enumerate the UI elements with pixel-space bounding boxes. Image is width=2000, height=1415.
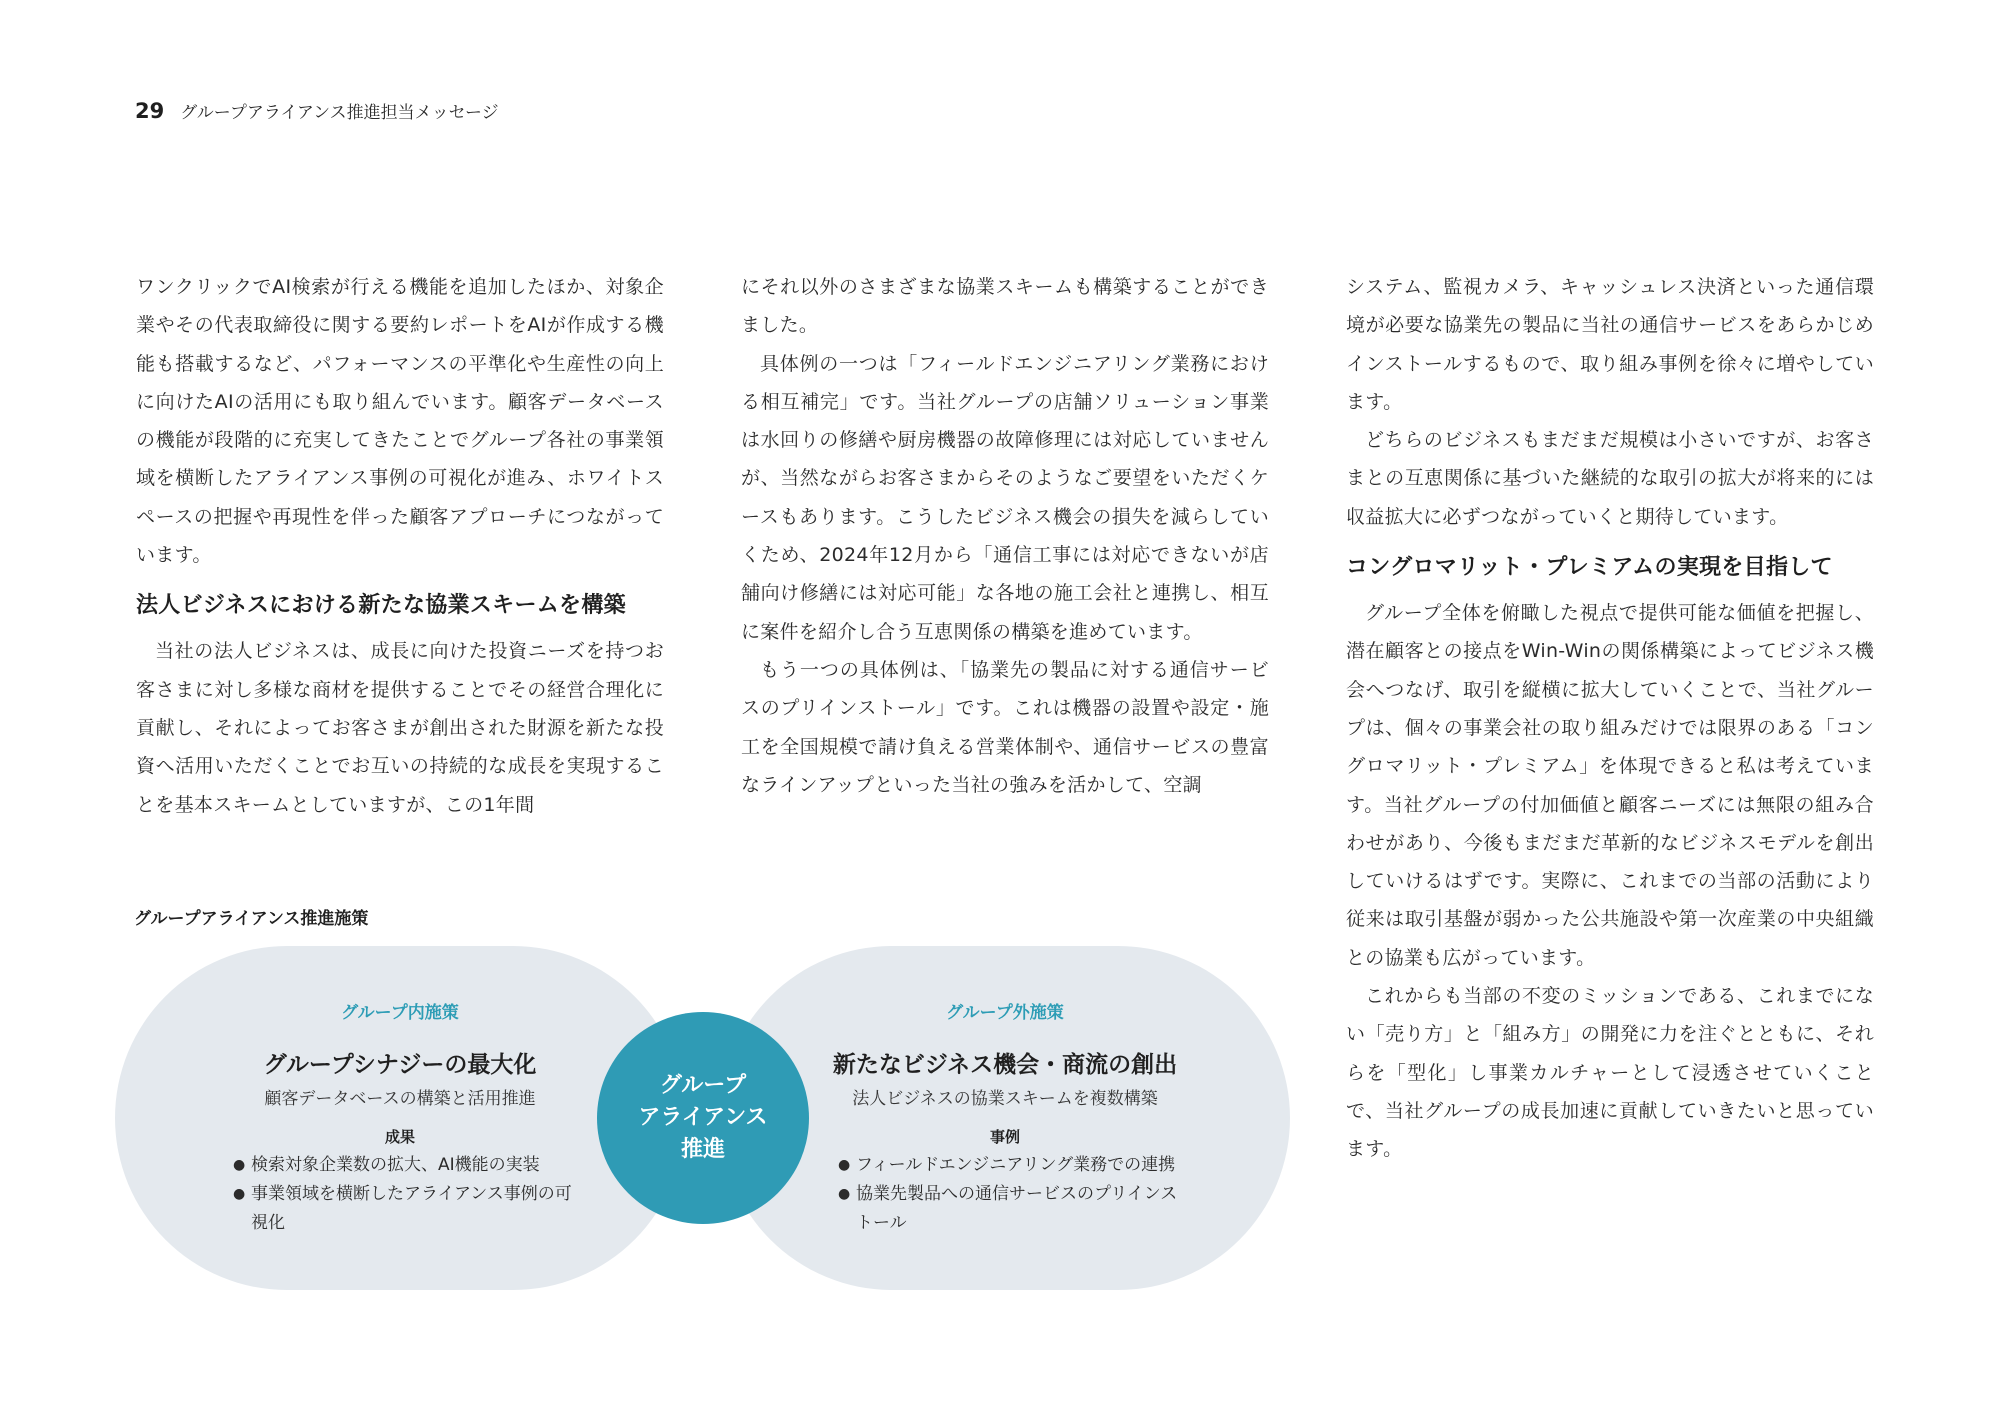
page-header	[135, 98, 499, 123]
paragraph: 具体例の一つは「フィールドエンジニアリング業務における相互補完」です。当社グループの店舗ソリューション事業は水回りの修繕や厨房機器の故障修理には対応していませんが、当然ながらお客さまからそのようなご要望をいただくケースもあります。こうしたビジネス機会の損失を減らしていくため、2024年12月から「通信工事には対応できないが店舗向け修繕には対応可能」な各地の施工会社と連携し、相互に案件を紹介し合う互恵関係の構築を進めています。	[741, 352, 1269, 643]
pill-label: 事例	[989, 1128, 1020, 1146]
section-heading: コングロマリット・プレミアムの実現を目指して	[1346, 555, 1833, 581]
list-item: ● 協業先製品への通信サービスのプリインストール	[838, 1180, 1188, 1238]
page-number: 29	[135, 99, 165, 123]
pill-bullet-list	[838, 1151, 1188, 1238]
pill-main-title: グループシナジーの最大化	[263, 1052, 537, 1078]
diagram-title: グループアライアンス推進施策	[134, 909, 369, 929]
text-column-1	[136, 268, 664, 824]
paragraph: 当社の法人ビジネスは、成長に向けた投資ニーズを持つお客さまに対し多様な商材を提供することでその経営合理化に貢献し、それによってお客さまが創出された財源を新たな投資へ活用いただくことでお互いの持続的な成長を実現することを基本スキームとしていますが、この1年間	[136, 640, 664, 816]
pill-category: グループ外施策	[946, 1003, 1064, 1023]
paragraph: グループ全体を俯瞰した視点で提供可能な価値を把握し、潜在顧客との接点をWin-Winの関係構築によってビジネス機会へつなげ、取引を縦横に拡大していくことで、当社グループは、個々の事業会社の取り組みだけでは限界のある「コングロマリット・プレミアム」を体現できると私は考えています。当社グループの付加価値と顧客ニーズには無限の組み合わせがあり、今後もまだまだ革新的なビジネスモデルを創出していけるはずです。実際に、これまでの当部の活動により従来は取引基盤が弱かった公共施設や第一次産業の中央組織との協業も広がっています。	[1346, 602, 1875, 969]
list-item: ● フィールドエンジニアリング業務での連携	[838, 1151, 1188, 1180]
paragraph: どちらのビジネスもまだまだ規模は小さいですが、お客さまとの互恵関係に基づいた継続的な取引の拡大が将来的には収益拡大に必ずつながっていくと期待しています。	[1346, 429, 1874, 528]
list-item: ● 事業領域を横断したアライアンス事例の可視化	[233, 1180, 573, 1238]
paragraph: にそれ以外のさまざまな協業スキームも構築することができました。	[741, 276, 1269, 337]
paragraph: ワンクリックでAI検索が行える機能を追加したほか、対象企業やその代表取締役に関する要約レポートをAIが作成する機能も搭載するなど、パフォーマンスの平準化や生産性の向上に向けたAIの活用にも取り組んでいます。顧客データベースの機能が段階的に充実してきたことでグループ各社の事業領域を横断したアライアンス事例の可視化が進み、ホワイトスペースの把握や再現性を伴った顧客アプローチにつながっています。	[136, 276, 664, 567]
paragraph: これからも当部の不変のミッションである、これまでにない「売り方」と「組み方」の開発に力を注ぐとともに、それらを「型化」し事業カルチャーとして浸透させていくことで、当社グループの成長加速に貢献していきたいと思っています。	[1346, 985, 1874, 1161]
pill-main-title: 新たなビジネス機会・商流の創出	[832, 1052, 1178, 1078]
pill-subtitle: 顧客データベースの構築と活用推進	[264, 1089, 536, 1109]
pill-category: グループ内施策	[341, 1003, 459, 1023]
list-item: ● 検索対象企業数の拡大、AI機能の実装	[233, 1151, 573, 1180]
pill-subtitle: 法人ビジネスの協業スキームを複数構築	[852, 1089, 1158, 1109]
text-column-3	[1346, 268, 1874, 1169]
pill-bullet-list	[233, 1151, 573, 1238]
paragraph: システム、監視カメラ、キャッシュレス決済といった通信環境が必要な協業先の製品に当社の通信サービスをあらかじめインストールするもので、取り組み事例を徐々に増やしています。	[1346, 276, 1874, 413]
section-heading: 法人ビジネスにおける新たな協業スキームを構築	[136, 593, 626, 619]
pill-label: 成果	[384, 1128, 415, 1146]
section-title: グループアライアンス推進担当メッセージ	[180, 103, 499, 123]
text-column-2	[741, 268, 1269, 804]
diagram-center-circle: グループ アライアンス 推進	[597, 1012, 809, 1224]
paragraph: もう一つの具体例は、「協業先の製品に対する通信サービスのプリインストール」です。これは機器の設置や設定・施工を全国規模で請け負える営業体制や、通信サービスの豊富なラインアップといった当社の強みを活かして、空調	[741, 658, 1269, 796]
